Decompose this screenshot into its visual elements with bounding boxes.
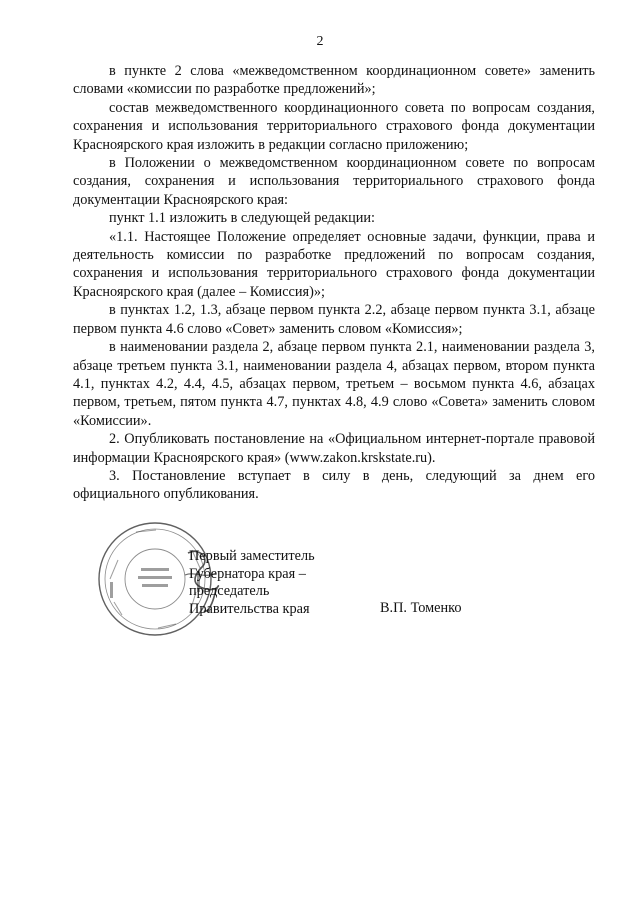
paragraph: «1.1. Настоящее Положение определяет основные задачи, функции, права и деятельность комиссии по разработке предложений по вопросам создания, сохранения и использования территориального страхового фонда документации Красноярского края (далее – Комиссия)»;: [73, 228, 595, 300]
paragraph: в пункте 2 слова «межведомственном координационном совете» заменить словами «комиссии по разработке предложений»;: [73, 63, 595, 98]
signature-title-line: председатель: [189, 583, 270, 599]
paragraph: в пунктах 1.2, 1.3, абзаце первом пункта 2.2, абзаце первом пункта 3.1, абзаце первом пункта 4.6 слово «Совет» заменить словом «Комиссия»;: [73, 302, 595, 337]
paragraph: 3. Постановление вступает в силу в день, следующий за днем его официального опубликования.: [73, 467, 595, 503]
paragraph: 2. Опубликовать постановление на «Официальном интернет-портале правовой информации Красноярского края» (www.zakon.krskstate.ru).: [73, 431, 595, 466]
signature-title: [189, 548, 315, 618]
paragraph: пункт 1.1 изложить в следующей редакции:: [109, 210, 376, 227]
paragraph: состав межведомственного координационного совета по вопросам создания, сохранения и использования территориального страхового фонда документации Красноярского края изложить в редакции согласно приложению;: [73, 99, 595, 153]
page-number: 2: [316, 34, 324, 49]
signature-title-line: Губернатора края –: [189, 565, 306, 582]
signature-title-line: Первый заместитель: [189, 548, 315, 564]
signature-title-line: Правительства края: [189, 600, 310, 617]
signer-name: В.П. Томенко: [380, 600, 462, 616]
paragraph: в наименовании раздела 2, абзаце первом пункта 2.1, наименовании раздела 3, абзаце третьем пункта 3.1, наименовании раздела 4, абзацах первом, втором пункта 4.1, пунктах 4.2, 4.4, 4.5, абзацах первом, третьем – восьмом пункта 4.6, абзацах первом, третьем, пятом пункта 4.7, пунктах 4.8, 4.9 слово «Совета» заменить словом «Комиссии».: [73, 339, 595, 429]
document-body: [73, 62, 595, 504]
paragraph: в Положении о межведомственном координационном совете по вопросам создания, сохранения и использования территориального страхового фонда документации Красноярского края:: [73, 155, 595, 208]
